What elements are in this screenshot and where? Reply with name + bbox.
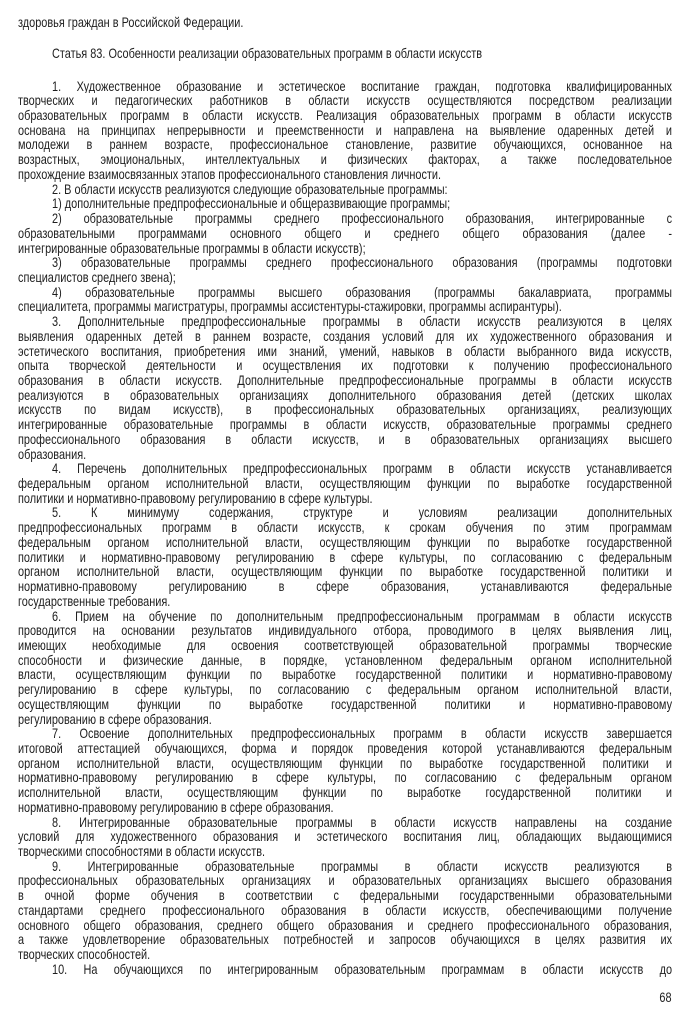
text-line: выявления одаренных детей в раннем возрасте, создания условий для их художественного образования и [18, 328, 673, 344]
text-line: искусств по видам искусств), в профессиональных образовательных организациях, реализующих [18, 402, 673, 418]
text-line: 3) образовательные программы среднего профессионального образования (программы подготовки [52, 255, 673, 270]
text-line: образовательными программами основного общего и среднего общего образования (далее - [18, 225, 673, 241]
text-line: условий для художественного образования и эстетического воспитания лиц, обладающих выдающимися [18, 829, 673, 845]
text-line: нормативно-правовому регулированию в сфере культуры, по согласованию с федеральным органом [18, 770, 673, 786]
text-line: 7. Освоение дополнительных предпрофессиональных программ в области искусств завершается [52, 726, 673, 741]
text-line: власти, осуществляющим функции по выработке государственной политики и нормативно-правовому [18, 667, 673, 683]
text-line: образования. [18, 445, 87, 462]
text-line: творческими способностями в области искусств. [18, 843, 266, 860]
text-line: регулированию в сфере культуры, по согласованию с федеральным органом исполнительной власти, [18, 682, 673, 697]
text-line: реализуются в образовательных организациях дополнительного образования детей (детских школах [18, 387, 673, 403]
text-line: образовательных программ в области искусств. Реализация образовательных программ в области искусств [18, 108, 673, 123]
text-line: органом исполнительной власти, осуществляющим функции по выработке государственной политики и [18, 564, 673, 580]
text-line: творческих способностей. [18, 946, 151, 963]
text-line: проводится на основании результатов индивидуального отбора, проводимого в целях выявления лиц, [18, 623, 673, 638]
text-line: специалитета, программы магистратуры, программы ассистентуры-стажировки, программы аспирантуры). [18, 298, 562, 315]
text-line: исполнительной власти, осуществляющим функции по выработке государственной политики и [18, 785, 673, 800]
text-line: имеющих необходимые для освоения соответствующей образовательной программы творческие [18, 637, 673, 653]
continuation-text: здоровья граждан в Российской Федерации. [18, 13, 244, 30]
article-title: Статья 83. Особенности реализации образовательных программ в области искусств [52, 44, 483, 61]
text-line: образования в области искусств. Дополнительные предпрофессиональные программы в области искусств [18, 373, 673, 388]
text-line: государственные требования. [18, 592, 171, 609]
text-line: 2. В области искусств реализуются следующие образовательные программы: [52, 180, 448, 197]
text-line: прохождение взаимосвязанных этапов профессионального становления личности. [18, 165, 442, 182]
text-line: 1) дополнительные предпрофессиональные и общеразвивающие программы; [52, 195, 451, 212]
text-line: стандартами среднего профессионального образования в области искусств, обеспечивающими получение [18, 902, 673, 918]
text-line: в очной форме обучения в соответствии с федеральными государственными образовательными [18, 888, 673, 903]
text-line: политики и нормативно-правовому регулированию в сфере культуры, по согласованию с федеральным [18, 549, 673, 565]
text-line: эстетического воспитания, приобретения ими знаний, умений, навыков в области выбранного вида искусств, [18, 343, 673, 359]
text-line: 8. Интегрированные образовательные программы в области искусств направлены на создание [52, 814, 673, 830]
text-line: регулированию в сфере образования. [18, 710, 212, 727]
text-line: нормативно-правовому регулированию в сфере образования, устанавливаются федеральные [18, 579, 673, 594]
text-line: политики и нормативно-правовому регулированию в сфере культуры. [18, 489, 373, 506]
text-line: федеральным органом исполнительной власти, осуществляющим функции по выработке государственной [18, 476, 673, 491]
text-line: специалистов среднего звена); [18, 268, 176, 285]
text-line: 4. Перечень дополнительных предпрофессиональных программ в области искусств устанавливается [52, 461, 673, 477]
text-line: возрастных, эмоциональных, интеллектуальных и физических факторах, а также последовательное [18, 152, 673, 167]
text-line: 3. Дополнительные предпрофессиональные программы в области искусств реализуются в целях [52, 314, 673, 329]
text-line: профессионального образования в области искусств, и в образовательных организациях высшего [18, 431, 673, 447]
text-line: интегрированные образовательные программы в области искусств); [18, 239, 366, 256]
text-line: 1. Художественное образование и эстетическое воспитание граждан, подготовка квалифицированных [52, 78, 673, 94]
text-line: опыта творческой деятельности и осуществления их подготовки к получению профессионального [18, 358, 673, 373]
text-line: 6. Прием на обучение по дополнительным предпрофессиональным программам в области искусств [52, 608, 673, 624]
text-line: органом исполнительной власти, осуществляющим функции по выработке государственной политики и [18, 755, 673, 771]
text-line: способности и физические данные, в порядке, установленном федеральным органом исполнительной [18, 652, 673, 668]
page-number: 68 [659, 989, 672, 1005]
text-line: профессиональных образовательных организациях и образовательных организациях высшего образования [18, 873, 673, 889]
text-line: осуществляющим функции по выработке государственной политики и нормативно-правовому [18, 696, 673, 712]
text-line: 2) образовательные программы среднего профессионального образования, интегрированные с [52, 211, 673, 226]
text-line: творческих и педагогических работников в области искусств осуществляются посредством реализации [18, 93, 673, 109]
text-line: федеральным органом исполнительной власти, осуществляющим функции по выработке государственной [18, 534, 673, 550]
text-line: нормативно-правовому регулированию в сфере образования. [18, 798, 334, 815]
text-line: итоговой аттестацией обучающихся, форма и порядок проведения которой устанавливаются федеральным [18, 741, 673, 756]
text-line: а также удовлетворение образовательных потребностей и запросов обучающихся в целях развития их [18, 932, 673, 948]
text-line: основного общего образования, среднего общего образования и среднего профессионального образования, [18, 917, 673, 933]
text-line: 4) образовательные программы высшего образования (программы бакалавриата, программы [52, 284, 673, 300]
text-line: 5. К минимуму содержания, структуре и условиям реализации дополнительных [52, 505, 673, 521]
text-line: интегрированные образовательные программы в области искусств, образовательные программы среднего [18, 417, 673, 432]
text-line: молодежи в раннем возрасте, профессиональное становление, развитие обучающихся, основанное на [18, 137, 673, 153]
text-line: предпрофессиональных программ в области искусств, к срокам обучения по этим программам [18, 520, 673, 535]
text-line: 9. Интегрированные образовательные программы в области искусств реализуются в [52, 858, 673, 874]
text-line: основана на принципах непрерывности и преемственности и направлена на выявление одаренных детей и [18, 122, 673, 138]
text-line: 10. На обучающихся по интегрированным образовательным программам в области искусств до [52, 961, 673, 977]
